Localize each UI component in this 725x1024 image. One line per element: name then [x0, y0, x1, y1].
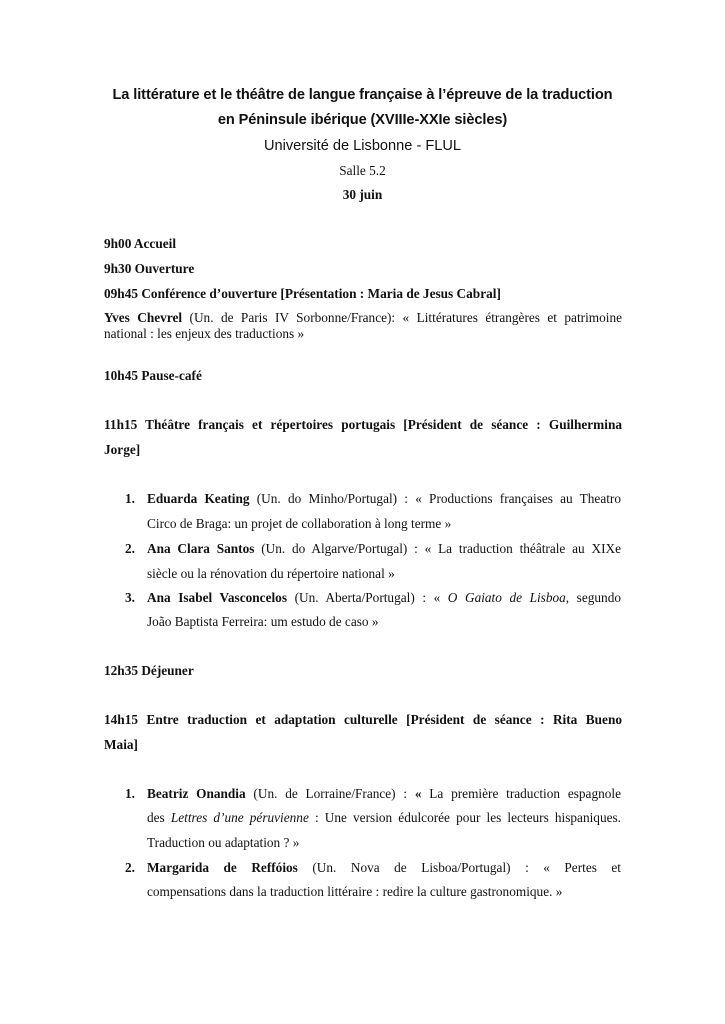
list-number: 1. [125, 491, 135, 506]
speaker-name: Margarida de Reffóios [147, 860, 298, 875]
talk-text: La première traduction espagnole [421, 786, 621, 801]
list-item-line-3: Traduction ou adaptation ? » [147, 835, 300, 850]
title-line-2: en Péninsule ibérique (XVIIIe-XXIe siècles) [217, 112, 508, 128]
list-item-line-1 [147, 786, 621, 802]
quote-mark: « [414, 786, 422, 801]
talk-text: (Un. de Paris IV Sorbonne/France): « Littératures étrangères et patrimoine [182, 310, 623, 325]
speaker-name: Ana Clara Santos [147, 541, 255, 556]
talk-text: (Un. Nova de Lisboa/Portugal) : « Pertes et [297, 860, 621, 875]
chevrel-line-2: national : les enjeux des traductions » [104, 326, 305, 341]
conference-ouverture: 09h45 Conférence d’ouverture [Présentation : Maria de Jesus Cabral] [104, 286, 501, 301]
pause-cafe: 10h45 Pause-café [104, 368, 202, 383]
speaker-name: Yves Chevrel [104, 310, 183, 325]
room: Salle 5.2 [339, 163, 386, 178]
ouverture: 9h30 Ouverture [104, 261, 195, 276]
talk-text: (Un. do Algarve/Portugal) : « La traduction théâtrale au XIXe [254, 541, 621, 556]
talk-text: (Un. do Minho/Portugal) : « Productions françaises au Theatro [249, 491, 622, 506]
work-title: Lettres d’une péruvienne [170, 810, 309, 825]
chevrel-line-1 [104, 310, 622, 326]
list-number: 2. [125, 541, 135, 556]
list-item-line-1 [147, 860, 621, 876]
session-2-heading-line-2: Maia] [104, 737, 138, 752]
title-line-1: La littérature et le théâtre de langue française à l’épreuve de la traduction [112, 87, 613, 103]
list-item-line-2: Circo de Braga: un projet de collaboration à long terme » [147, 516, 452, 531]
list-item-line-2 [147, 810, 621, 826]
talk-text: des [147, 810, 171, 825]
list-item-line-1 [147, 590, 621, 606]
list-number: 1. [125, 786, 135, 801]
accueil: 9h00 Accueil [104, 236, 177, 251]
list-item-line-1 [147, 541, 621, 557]
list-item-line-1 [147, 491, 621, 507]
list-item-line-2: João Baptista Ferreira: um estudo de caso » [147, 614, 379, 629]
session-2-heading-line-1: 14h15 Entre traduction et adaptation culturelle [Président de séance : Rita Bueno [104, 712, 622, 727]
university: Université de Lisbonne - FLUL [263, 138, 462, 154]
work-title: O Gaiato de Lisboa [447, 590, 566, 605]
speaker-name: Beatriz Onandia [147, 786, 246, 801]
session-1-heading-line-2: Jorge] [104, 442, 141, 457]
session-1-heading-line-1: 11h15 Théâtre français et répertoires portugais [Président de séance : Guilhermina [104, 417, 622, 432]
dejeuner: 12h35 Déjeuner [104, 663, 194, 678]
talk-text: (Un. Aberta/Portugal) : « [287, 590, 448, 605]
talk-text: , segundo [565, 590, 622, 605]
list-number: 3. [125, 590, 135, 605]
list-number: 2. [125, 860, 135, 875]
talk-text: (Un. de Lorraine/France) : [245, 786, 415, 801]
date: 30 juin [342, 187, 383, 202]
talk-text: : Une version édulcorée pour les lecteurs hispaniques. [308, 810, 621, 825]
list-item-line-2: siècle ou la rénovation du répertoire national » [147, 566, 395, 581]
list-item-line-2: compensations dans la traduction littéraire : redire la culture gastronomique. » [147, 884, 563, 899]
speaker-name: Eduarda Keating [147, 491, 250, 506]
speaker-name: Ana Isabel Vasconcelos [147, 590, 287, 605]
